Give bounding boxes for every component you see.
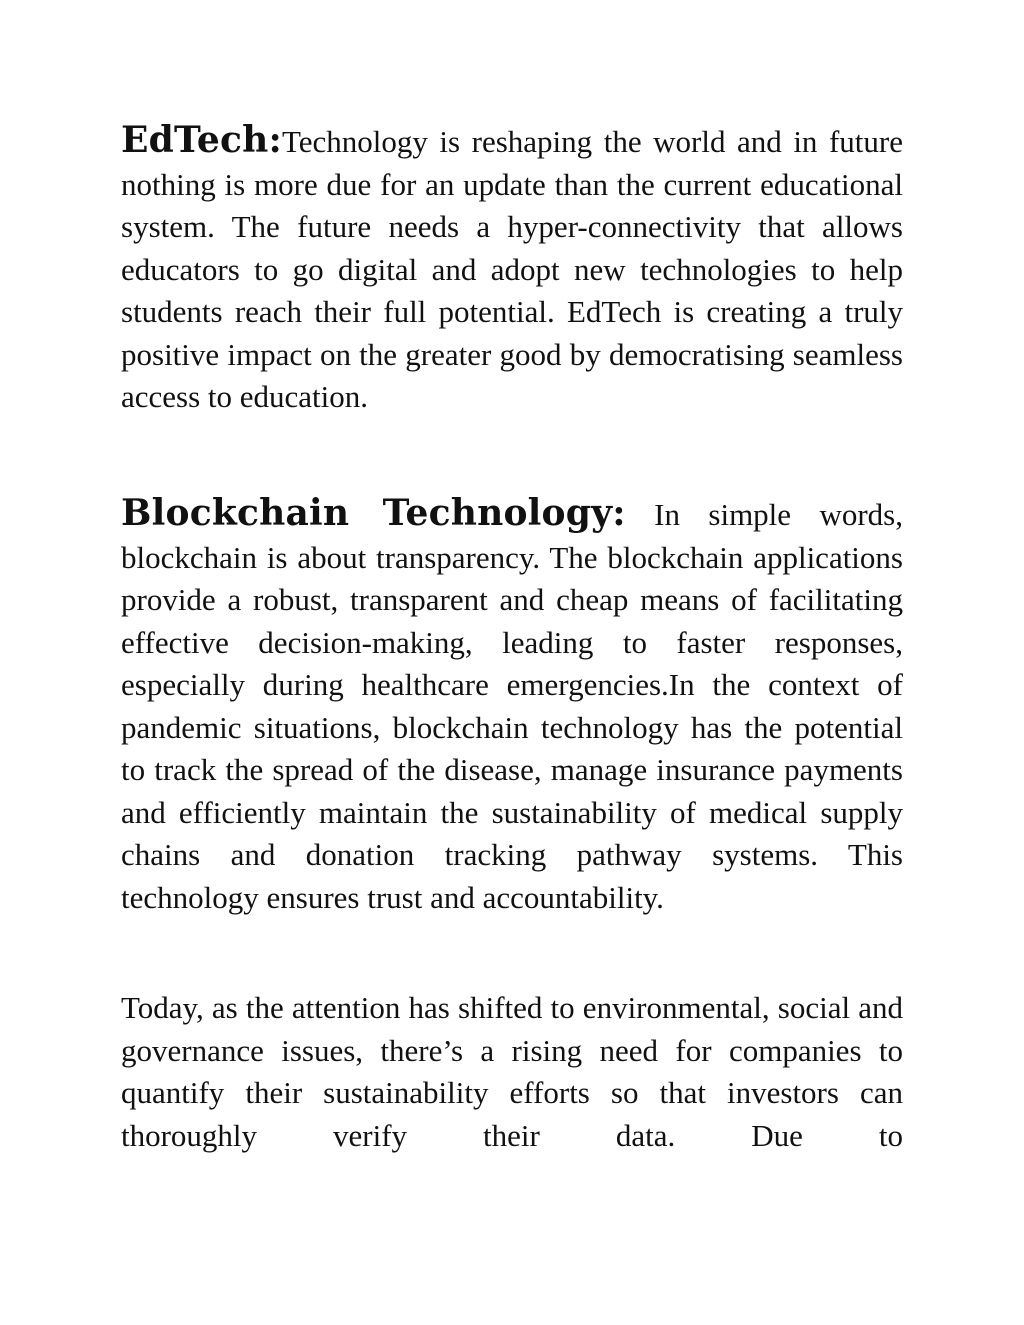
paragraph-sustainability xyxy=(121,987,903,1157)
paragraph-blockchain xyxy=(121,493,903,919)
section-heading-blockchain: Blockchain Technology: xyxy=(121,492,626,534)
section-heading-edtech: EdTech: xyxy=(121,119,282,161)
section-text-blockchain: In simple words, blockchain is about transparency. The blockchain applications provide a robust, transparent and cheap means of facilitating effective decision-making, leading to faster responses, especially during healthcare emergencies.In the context of pandemic situations, blockchain technology has the potential to track the spread of the disease, manage insurance payments and efficiently maintain the sustainability of medical supply chains and donation tracking pathway systems. This technology ensures trust and accountability. xyxy=(121,497,903,915)
section-text-sustainability: Today, as the attention has shifted to environmental, social and governance issues, there’s a rising need for companies to quantify their sustainability efforts so that investors can thoroughly verify their data. Due to xyxy=(121,990,903,1153)
section-text-edtech: Technology is reshaping the world and in future nothing is more due for an update than the current educational system. The future needs a hyper-connectivity that allows educators to go digital and adopt new technologies to help students reach their full potential. EdTech is creating a truly positive impact on the greater good by democratising seamless access to education. xyxy=(121,124,903,414)
paragraph-edtech xyxy=(121,120,903,419)
